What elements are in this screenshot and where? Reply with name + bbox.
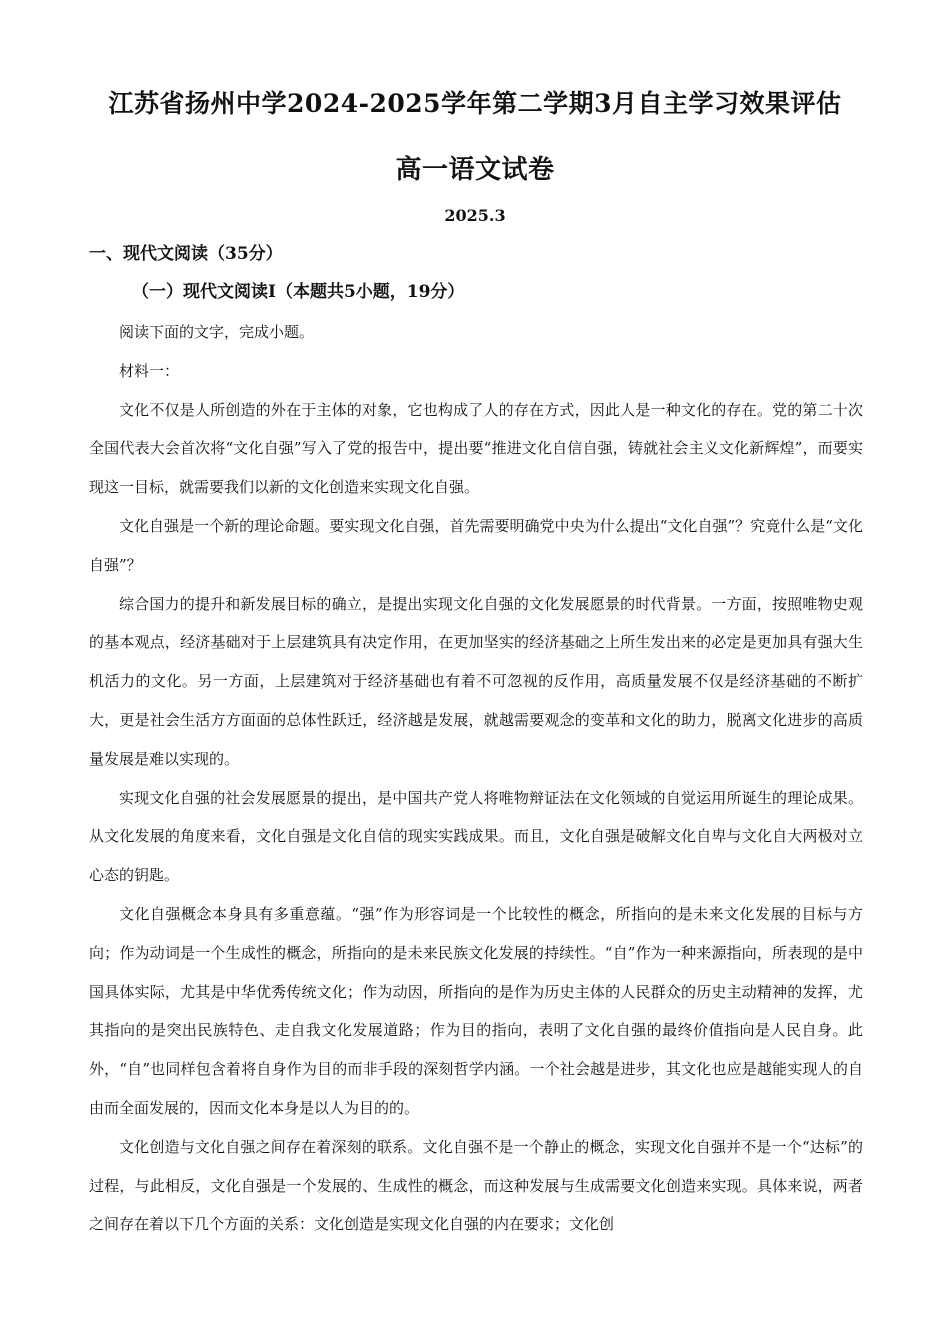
passage-paragraph: 实现文化自强的社会发展愿景的提出，是中国共产党人将唯物辩证法在文化领域的自觉运用所诞生的理论成果。从文化发展的角度来看，文化自强是文化自信的现实实践成果。而且，文化自强是破解文化自卑与文化自大两极对立心态的钥匙。 — [89, 788, 863, 885]
section-heading: 一、现代文阅读（35分） — [89, 244, 283, 264]
reading-passage — [89, 313, 863, 1244]
passage-paragraph: 文化创造与文化自强之间存在着深刻的联系。文化自强不是一个静止的概念，实现文化自强并不是一个“达标”的过程，与此相反，文化自强是一个发展的、生成性的概念，而这种发展与生成需要文化创造来实现。具体来说，两者之间存在着以下几个方面的关系：文化创造是实现文化自强的内在要求；文化创 — [89, 1137, 863, 1234]
exam-date: 2025.3 — [444, 206, 506, 225]
exam-subtitle: 高一语文试卷 — [395, 155, 555, 185]
subsection-heading: （一）现代文阅读Ⅰ（本题共5小题，19分） — [132, 282, 465, 302]
instruction-text: 阅读下面的文字，完成小题。 — [119, 323, 315, 341]
passage-paragraph: 综合国力的提升和新发展目标的确立，是提出实现文化自强的文化发展愿景的时代背景。一方面，按照唯物史观的基本观点，经济基础对于上层建筑具有决定作用，在更加坚实的经济基础之上所生发出来的必定是更加具有强大生机活力的文化。另一方面，上层建筑对于经济基础也有着不可忽视的反作用，高质量发展不仅是经济基础的不断扩大，更是社会生活方方面面的总体性跃迁，经济越是发展，就越需要观念的变革和文化的助力，脱离文化进步的高质量发展是难以实现的。 — [89, 594, 863, 768]
passage-paragraph: 文化自强是一个新的理论命题。要实现文化自强，首先需要明确党中央为什么提出“文化自强”？究竟什么是“文化自强”？ — [89, 516, 863, 574]
passage-paragraph: 文化不仅是人所创造的外在于主体的对象，它也构成了人的存在方式，因此人是一种文化的存在。党的第二十次全国代表大会首次将“文化自强”写入了党的报告中，提出要“推进文化自信自强，铸就社会主义文化新辉煌”，而要实现这一目标，就需要我们以新的文化创造来实现文化自强。 — [89, 400, 863, 497]
material-label: 材料一： — [119, 361, 180, 380]
exam-title: 江苏省扬州中学2024-2025学年第二学期3月自主学习效果评估 — [108, 89, 842, 118]
passage-paragraph: 文化自强概念本身具有多重意蕴。“强”作为形容词是一个比较性的概念，所指向的是未来文化发展的目标与方向；作为动词是一个生成性的概念，所指向的是未来民族文化发展的持续性。“自”作为一种来源指向，所表现的是中国具体实际，尤其是中华优秀传统文化；作为动因，所指向的是作为历史主体的人民群众的历史主动精神的发挥，尤其指向的是突出民族特色、走自我文化发展道路；作为目的指向，表明了文化自强的最终价值指向是人民自身。此外，“自”也同样包含着将自身作为目的而非手段的深刻哲学内涵。一个社会越是进步，其文化也应是越能实现人的自由而全面发展的，因而文化本身是以人为目的的。 — [89, 904, 863, 1117]
